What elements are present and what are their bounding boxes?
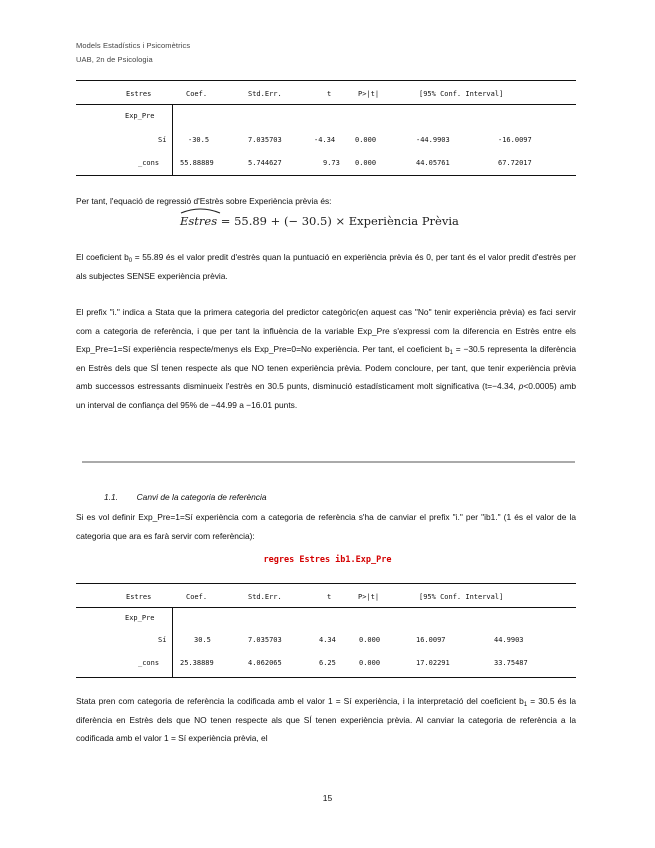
cell-coef: 25.38889 <box>180 659 214 667</box>
col-header-stderr: Std.Err. <box>248 90 282 98</box>
paragraph-text: El prefix "i." indica a Stata que la primera categoria del predictor categòric(en aquest cas "No" tenir experiència prèvia) es faci servir com a categoria de referència, i que per tant la influència de la variable Exp_Pre s'expressi com la diferencia en Estrès entre els Exp_Pre=1=Sí experiència respecte/menys els Exp_Pre=0=No experiència. Per tant, el coeficient b <box>76 307 576 354</box>
section-heading <box>104 492 267 502</box>
section-title: Canvi de la categoria de referència <box>136 492 267 502</box>
cell-ci-lower: 17.02291 <box>416 659 450 667</box>
table-top-rule <box>76 583 576 584</box>
paragraph-interpretation <box>76 303 576 414</box>
table-vertical-rule <box>172 607 173 678</box>
cell-p: 0.000 <box>355 159 377 167</box>
cell-t: -4.34 <box>314 136 336 144</box>
table-header-rule <box>76 104 576 105</box>
regression-equation <box>180 214 459 228</box>
paragraph-intercept <box>76 248 576 285</box>
cell-ci-upper: 67.72017 <box>498 159 532 167</box>
col-header-ci: [95% Conf. Interval] <box>419 593 504 601</box>
cell-stderr: 7.035703 <box>248 636 282 644</box>
row-group-label: Exp_Pre <box>125 614 155 622</box>
stata-command: regres Estres ib1.Exp_Pre <box>263 555 392 565</box>
cell-t: 4.34 <box>319 636 336 644</box>
paragraph-text: El coeficient b <box>76 252 129 262</box>
equation-lhs: Estres <box>180 214 218 228</box>
row-group-label: Exp_Pre <box>125 112 155 120</box>
col-header-t: t <box>327 90 332 98</box>
page-number: 15 <box>322 793 333 803</box>
row-label: _cons <box>138 159 160 167</box>
row-label: _cons <box>138 659 160 667</box>
cell-p: 0.000 <box>359 636 381 644</box>
section-number: 1.1. <box>104 492 118 502</box>
cell-ci-upper: -16.0097 <box>498 136 532 144</box>
cell-p: 0.000 <box>359 659 381 667</box>
row-label: Sí <box>158 136 167 144</box>
paragraph-text: = 30.5 és la diferència en Estrès dels que NO tenen respecte als que SÍ tenen experiència prèvia. Al canviar la categoria de referència a la codificada amb el valor 1 = Sí experiència prèvia, el <box>76 696 576 743</box>
paragraph-change-reference <box>76 508 576 545</box>
cell-ci-lower: 44.05761 <box>416 159 450 167</box>
regression-table-1 <box>76 80 576 180</box>
col-header-t: t <box>327 593 332 601</box>
cell-p: 0.000 <box>355 136 377 144</box>
italic-p: p <box>518 381 524 391</box>
cell-ci-lower: -44.9903 <box>416 136 450 144</box>
section-divider <box>82 461 575 463</box>
header-university: UAB, 2n de Psicologia <box>76 55 153 64</box>
paragraph-new-reference <box>76 692 576 748</box>
col-header-dependent: Estres <box>126 593 152 601</box>
paragraph-text: Stata pren com categoria de referència la codificada amb el valor 1 = Sí experiència, i la interpretació del coeficient b <box>76 696 524 706</box>
table-vertical-rule <box>172 104 173 175</box>
col-header-p: P>|t| <box>358 593 380 601</box>
subscript: 1 <box>449 350 453 356</box>
row-label: Sí <box>158 636 167 644</box>
col-header-p: P>|t| <box>358 90 380 98</box>
col-header-ci: [95% Conf. Interval] <box>419 90 504 98</box>
cell-ci-lower: 16.0097 <box>416 636 446 644</box>
paragraph-text: Si es vol definir Exp_Pre=1=Sí experiència com a categoria de referència s'ha de canviar el prefix "i." per "ib1." (1 és el valor de la categoria que ara es farà servir com referència): <box>76 512 576 541</box>
paragraph-text: Per tant, l'equació de regressió d'Estrès sobre Experiència prèvia és: <box>76 196 332 206</box>
col-header-coef: Coef. <box>186 593 208 601</box>
cell-ci-upper: 44.9903 <box>494 636 524 644</box>
paragraph-text: <0.0005) amb un interval de confiança del 95% de −44.99 a −16.01 punts. <box>76 381 577 410</box>
paragraph-text: = 55.89 és el valor predit d'estrès quan la puntuació en experiència prèvia és 0, per tant és el valor predit d'estrès per als subjectes SENSE experiència prèvia. <box>76 252 577 281</box>
subscript: 1 <box>523 702 528 708</box>
cell-coef: -30.5 <box>188 136 210 144</box>
equation-rhs: = 55.89 + (− 30.5) × Experiència Prèvia <box>220 214 459 228</box>
header-course-title: Models Estadístics i Psicomètrics <box>76 41 191 50</box>
table-bottom-rule <box>76 677 576 678</box>
table-top-rule <box>76 80 576 81</box>
cell-stderr: 5.744627 <box>248 159 282 167</box>
regression-table-2 <box>76 583 576 683</box>
cell-stderr: 7.035703 <box>248 136 282 144</box>
table-bottom-rule <box>76 175 576 176</box>
cell-coef: 55.88889 <box>180 159 214 167</box>
hat-accent-icon <box>180 207 221 214</box>
col-header-stderr: Std.Err. <box>248 593 282 601</box>
paragraph-equation-intro <box>76 192 576 211</box>
cell-stderr: 4.062065 <box>248 659 282 667</box>
cell-t: 6.25 <box>319 659 336 667</box>
table-header-rule <box>76 607 576 608</box>
col-header-coef: Coef. <box>186 90 208 98</box>
cell-coef: 30.5 <box>194 636 211 644</box>
subscript: 0 <box>128 258 133 264</box>
cell-ci-upper: 33.75487 <box>494 659 528 667</box>
cell-t: 9.73 <box>323 159 340 167</box>
col-header-dependent: Estres <box>126 90 152 98</box>
paragraph-text: = −30.5 representa la diferència en Estrès dels que SÍ tenen respecte als que NO tenen experiència prèvia. Podem concloure, per tant, que tenir experiència prèvia amb successos estressants disminueix l'estrès en 30.5 punts, disminució estadísticament molt significativa (t=−4.34, <box>76 344 576 391</box>
